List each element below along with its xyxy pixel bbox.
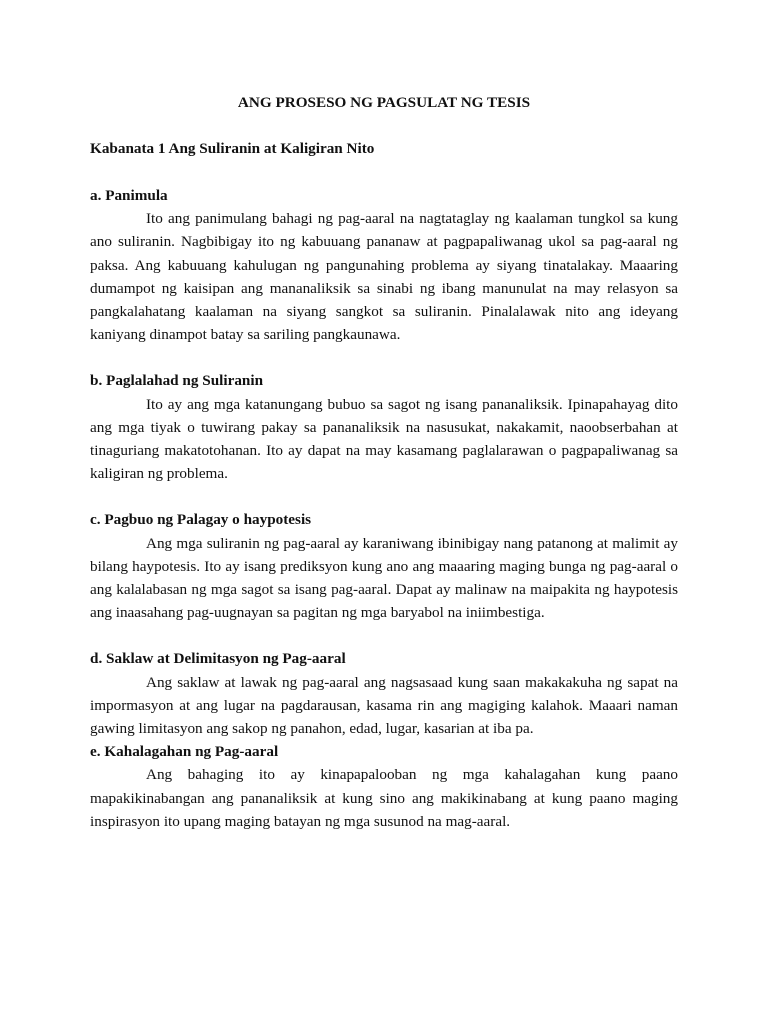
section-paragraph: Ang mga suliranin ng pag-aaral ay karaniwang ibinibigay nang patanong at malimit ay bilang haypotesis. Ito ay isang prediksyon kung ano ang maaaring maging bunga ng pag-aaral o ang kalalabasan ng mga sagot sa isang pag-aaral. Dapat ay malinaw na maipakita ng haypotesis ang inaasahang pag-uugnayan sa pagitan ng mga baryabol na iniimbestiga. <box>90 534 678 622</box>
section-panimula <box>90 184 678 346</box>
section-heading: b. Paglalahad ng Suliranin <box>90 372 264 390</box>
section-heading: d. Saklaw at Delimitasyon ng Pag-aaral <box>90 650 346 668</box>
section-kahalagahan-ng-pag-aaral <box>90 740 678 833</box>
section-pagbuo-ng-palagay <box>90 508 678 624</box>
section-paragraph: Ito ay ang mga katanungang bubuo sa sagot ng isang pananaliksik. Ipinapahayag dito ang mga tiyak o tuwirang pakay sa pananaliksik na nasusukat, nakakamit, naoobserbahan at tinaguriang makatotohanan. Ito ay dapat na may kasamang paglalarawan o pagpapaliwanag sa kaligiran ng problema. <box>90 395 678 483</box>
section-heading: c. Pagbuo ng Palagay o haypotesis <box>90 511 312 529</box>
section-heading: e. Kahalagahan ng Pag-aaral <box>90 743 279 761</box>
section-paragraph: Ang bahaging ito ay kinapapalooban ng mga kahalagahan kung paano mapakikinabangan ang pananaliksik at kung sino ang makikinabang at kung paano maging inspirasyon ito upang maging batayan ng mga susunod na mag-aaral. <box>90 766 678 830</box>
document-page <box>90 91 678 833</box>
section-paglalahad-ng-suliranin <box>90 369 678 485</box>
section-paragraph: Ang saklaw at lawak ng pag-aaral ang nagsasaad kung saan makakakuha ng sapat na impormasyon at ang lugar na pagdarausan, kasama rin ang magiging kalahok. Maaari naman gawing limitasyon ang sakop ng panahon, edad, lugar, kasarian at iba pa. <box>90 673 678 738</box>
document-title: ANG PROSESO NG PAGSULAT NG TESIS <box>237 94 531 111</box>
section-saklaw-at-delimitasyon <box>90 647 678 740</box>
section-paragraph: Ito ang panimulang bahagi ng pag-aaral na nagtataglay ng kaalaman tungkol sa kung ano suliranin. Nagbibigay ito ng kabuuang pananaw at pagpapaliwanag ukol sa pag-aaral ng paksa. Ang kabuuang kahulugan ng pangunahing problema ay siyang tinatalakay. Maaaring dumampot ng kaisipan ang mananaliksik sa sinabi ng ibang manunulat na may relasyon sa pangkalahatang kaalaman na siyang sangkot sa suliranin. Pinalalawak nito ang ideyang kaniyang dinampot batay sa sariling pangkaunawa. <box>90 210 678 344</box>
chapter-heading: Kabanata 1 Ang Suliranin at Kaligiran Nito <box>90 140 375 157</box>
section-heading: a. Panimula <box>90 187 168 204</box>
